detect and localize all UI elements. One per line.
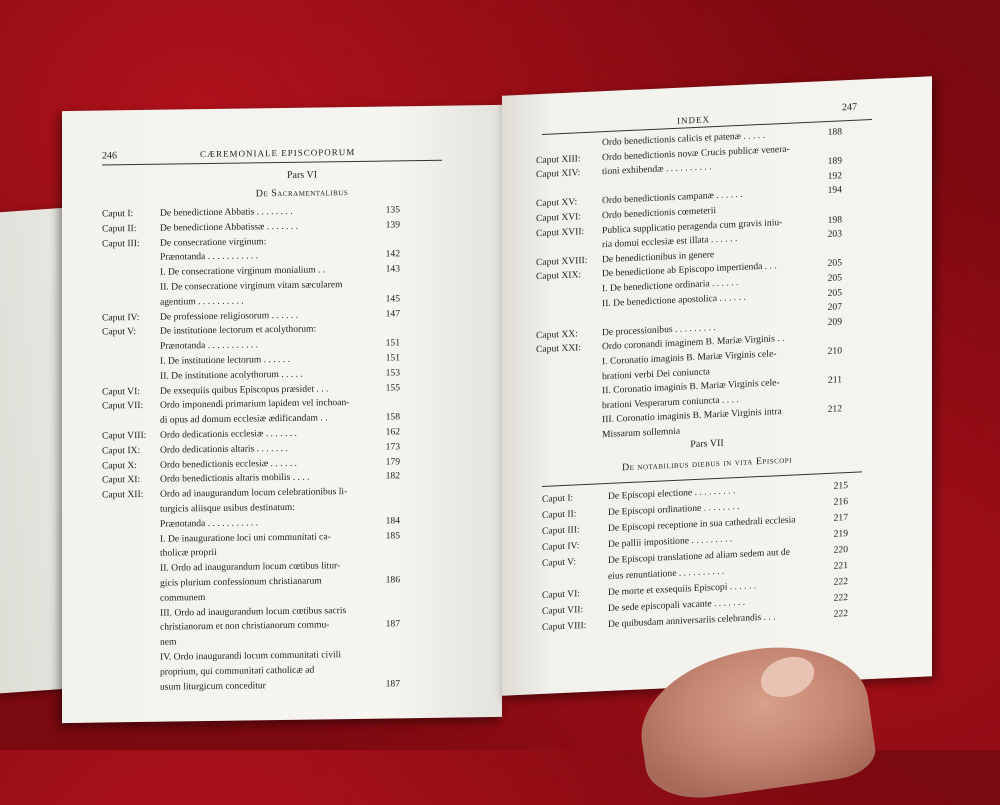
page-ref — [816, 243, 842, 244]
entry-title: De sede episcopali vacante . . . . . . . — [608, 597, 745, 614]
entry-title: I. De institutione lectorum . . . . . . — [160, 354, 290, 367]
entry-title: usum liturgicum conceditur — [160, 680, 266, 692]
page-ref: 198 — [816, 214, 842, 226]
entry-title: De Episcopi translatione ad aliam sedem aut de — [608, 547, 790, 566]
toc-row — [102, 293, 412, 297]
page-ref — [816, 331, 842, 332]
toc-row — [102, 337, 412, 341]
chapter-label: Caput XI: — [102, 474, 140, 486]
page-ref: 217 — [822, 512, 848, 524]
page-ref: 139 — [374, 219, 400, 230]
entry-title: christianorum et non christianorum commu- — [160, 620, 329, 633]
page-ref: 151 — [374, 338, 400, 349]
toc-row — [102, 456, 412, 460]
entry-title: II. De consecratione virginum vitam sæcularem — [160, 279, 343, 293]
chapter-label: Caput VII: — [542, 604, 583, 617]
left-head-rule — [102, 160, 442, 166]
chapter-label: Caput X: — [102, 460, 137, 471]
page-ref: 147 — [374, 308, 400, 319]
entry-title: Ordo benedictionis novæ Crucis publicæ venera- — [602, 143, 790, 163]
entry-title: De pallii impositione . . . . . . . . . — [608, 533, 732, 550]
entry-title: De exsequiis quibus Episcopus præsidet . . . — [160, 383, 328, 396]
entry-title: brationi verbi Dei coniuncta — [602, 366, 710, 382]
toc-row — [102, 589, 412, 593]
entry-title: II. Ordo ad inaugurandum locum cœtibus litur- — [160, 560, 340, 574]
chapter-label: Caput XIV: — [536, 167, 580, 180]
page-ref: 211 — [816, 375, 842, 387]
page-ref: 182 — [374, 471, 400, 482]
toc-row — [102, 678, 412, 682]
page-ref: 187 — [374, 619, 400, 630]
left-running-head: CÆREMONIALE EPISCOPORUM — [200, 147, 355, 159]
toc-row — [542, 544, 852, 558]
toc-row — [542, 512, 852, 526]
toc-row — [102, 663, 412, 667]
chapter-label: Caput IX: — [102, 445, 140, 457]
entry-title: Ordo benedictionis campanæ . . . . . . — [602, 189, 743, 206]
page-ref: 135 — [374, 204, 400, 215]
toc-row — [102, 648, 412, 652]
right-part-heading: Pars VII — [492, 429, 922, 460]
entry-title: I. Coronatio imaginis B. Mariæ Virginis cele- — [602, 348, 776, 367]
page-ref: 212 — [816, 404, 842, 416]
toc-row — [102, 604, 412, 608]
entry-title: tholicæ proprii — [160, 547, 217, 559]
toc-row — [102, 426, 412, 430]
entry-title: nem — [160, 637, 177, 648]
toc-row — [102, 367, 412, 371]
entry-title: Prænotanda . . . . . . . . . . . — [160, 251, 258, 263]
chapter-label: Caput IV: — [102, 312, 139, 324]
entry-title: Ordo benedictionis calicis et patenæ . . . . . — [602, 130, 765, 148]
toc-row — [536, 185, 846, 199]
entry-title: De quibusdam anniversariis celebrandis . . . — [608, 611, 776, 630]
entry-title: Prænotanda . . . . . . . . . . . — [160, 340, 258, 352]
toc-row — [542, 496, 852, 510]
chapter-label: Caput XIX: — [536, 270, 581, 283]
entry-title: eius renuntiatione . . . . . . . . . . — [608, 566, 724, 582]
entry-title: brationi Vesperarum coniuncta . . . . — [602, 394, 739, 411]
page-ref: 179 — [374, 456, 400, 467]
page-ref: 188 — [816, 126, 842, 138]
chapter-label: Caput XIII: — [536, 153, 581, 166]
toc-row — [542, 576, 852, 590]
entry-title: De Episcopi ordinatione . . . . . . . . — [608, 501, 740, 518]
entry-title: Ordo coronandi imaginem B. Mariæ Virginis . . — [602, 333, 784, 352]
page-ref: 222 — [822, 592, 848, 604]
entry-title: De consecratione virginum: — [160, 236, 266, 248]
toc-row — [102, 263, 412, 267]
left-page-number: 246 — [102, 150, 117, 161]
toc-row — [102, 397, 412, 401]
chapter-label: Caput XX: — [536, 328, 578, 341]
page-ref: 143 — [374, 264, 400, 275]
chapter-label: Caput XVIII: — [536, 255, 587, 268]
page-ref: 203 — [816, 229, 842, 241]
page-ref: 210 — [816, 345, 842, 357]
chapter-label: Caput VIII: — [102, 430, 146, 442]
entry-title: De benedictione Abbatis . . . . . . . . — [160, 206, 293, 219]
toc-row — [102, 234, 412, 238]
page-ref: 194 — [816, 185, 842, 197]
chapter-label: Caput V: — [542, 556, 576, 569]
page-ref: 153 — [374, 367, 400, 378]
entry-title: turgicis aliisque usibus destinatum: — [160, 502, 295, 515]
entry-title: di opus ad domum ecclesiæ ædificandam . . — [160, 413, 328, 426]
page-ref: 151 — [374, 352, 400, 363]
right-page — [502, 76, 932, 696]
left-toc-list — [62, 105, 502, 111]
right-section-heading: De notabilibus diebus in vita Episcopi — [492, 449, 922, 480]
entry-title: III. Coronatio imaginis B. Mariæ Virginis intra — [602, 406, 782, 425]
entry-title: De institutione lectorum et acolythorum: — [160, 324, 316, 337]
toc-row — [542, 608, 852, 622]
toc-row — [536, 126, 846, 140]
chapter-label: Caput XV: — [536, 197, 577, 210]
toc-row — [102, 352, 412, 356]
chapter-label: Caput I: — [542, 493, 573, 505]
toc-row — [536, 316, 846, 330]
page-ref: 158 — [374, 412, 400, 423]
toc-row — [102, 411, 412, 415]
entry-title: Missarum sollemnia — [602, 426, 680, 441]
left-section-heading: De Sacramentalibus — [82, 185, 522, 202]
page-ref: 209 — [816, 316, 842, 328]
page-ref: 205 — [816, 287, 842, 299]
toc-row — [102, 619, 412, 623]
entry-title: I. De consecratione virginum monialium . . — [160, 265, 325, 278]
page-ref: 221 — [822, 560, 848, 572]
page-ref: 145 — [374, 293, 400, 304]
chapter-label: Caput II: — [102, 223, 136, 234]
toc-row — [102, 515, 412, 519]
page-ref: 186 — [374, 574, 400, 585]
entry-title: Ordo benedictionis ecclesiæ . . . . . . — [160, 457, 297, 470]
entry-title: De professione religiosorum . . . . . . — [160, 309, 298, 322]
entry-title: proprium, qui communitati catholicæ ad — [160, 664, 314, 677]
chapter-label: Caput IV: — [542, 540, 579, 553]
toc-row — [102, 633, 412, 637]
page-ref: 222 — [822, 608, 848, 620]
chapter-label: Caput VII: — [102, 400, 143, 412]
entry-title: II. De institutione acolythorum . . . . . — [160, 369, 303, 382]
entry-title: II. Coronatio imaginis B. Mariæ Virginis cele- — [602, 377, 780, 396]
page-ref — [816, 418, 842, 419]
page-ref — [816, 141, 842, 142]
chapter-label: Caput XVII: — [536, 226, 584, 239]
entry-title: III. Ordo ad inaugurandum locum cœtibus sacris — [160, 605, 346, 619]
left-page — [62, 105, 502, 723]
page-ref: 142 — [374, 249, 400, 260]
chapter-label: Caput VI: — [102, 386, 140, 398]
entry-title: ria domui ecclesiæ est illata . . . . . . — [602, 233, 737, 250]
toc-row — [102, 249, 412, 253]
page-ref: 192 — [816, 170, 842, 182]
page-ref: 185 — [374, 530, 400, 541]
chapter-label: Caput III: — [102, 238, 140, 250]
page-ref — [816, 389, 842, 390]
page-ref: 189 — [816, 156, 842, 168]
entry-title: Ordo imponendi primarium lapidem vel inchoan- — [160, 397, 349, 411]
page-ref — [816, 360, 842, 361]
toc-row — [102, 559, 412, 563]
chapter-label: Caput VIII: — [542, 620, 586, 633]
chapter-label: Caput XII: — [102, 489, 143, 501]
chapter-label: Caput II: — [542, 508, 576, 521]
page-ref: 222 — [822, 576, 848, 588]
chapter-label: Caput XXI: — [536, 343, 581, 356]
page-ref: 184 — [374, 515, 400, 526]
entry-title: I. De inauguratione loci uni communitati ca- — [160, 531, 331, 544]
page-ref: 207 — [816, 302, 842, 314]
page-ref: 205 — [816, 272, 842, 284]
toc-row — [102, 382, 412, 386]
toc-row — [542, 592, 852, 606]
toc-row — [102, 278, 412, 282]
toc-row — [102, 441, 412, 445]
page-ref: 205 — [816, 258, 842, 270]
page-ref: 187 — [374, 678, 400, 689]
toc-row — [542, 480, 852, 494]
entry-title: gicis plurium confessionum christianarum — [160, 575, 322, 588]
entry-title: Ordo ad inaugurandum locum celebrationibus li- — [160, 486, 347, 500]
entry-title: De morte et exsequiis Episcopi . . . . . . — [608, 580, 756, 598]
entry-title: De processionibus . . . . . . . . . — [602, 322, 716, 338]
page-ref: 173 — [374, 441, 400, 452]
entry-title: De Episcopi receptione in sua cathedrali ecclesia — [608, 514, 796, 534]
toc-row — [102, 574, 412, 578]
page-ref — [816, 199, 842, 200]
toc-row — [102, 308, 412, 312]
entry-title: II. De benedictione apostolica . . . . . . — [602, 291, 746, 309]
entry-title: I. De benedictione ordinaria . . . . . . — [602, 277, 738, 294]
chapter-label: Caput III: — [542, 524, 580, 537]
chapter-label: Caput I: — [102, 208, 133, 219]
entry-title: De benedictione ab Episcopo impertienda . . . — [602, 261, 777, 280]
entry-title: agentium . . . . . . . . . . — [160, 295, 244, 307]
page-ref: 215 — [822, 480, 848, 492]
entry-title: tioni exhibendæ . . . . . . . . . . — [602, 161, 712, 177]
page-ref: 216 — [822, 496, 848, 508]
entry-title: Ordo dedicationis ecclesiæ . . . . . . . — [160, 428, 297, 441]
entry-title: De benedictionibus in genere — [602, 249, 714, 265]
chapter-label: Caput VI: — [542, 588, 580, 601]
right-page-number: 247 — [842, 102, 857, 114]
toc-row — [542, 528, 852, 542]
right-toc-list-b — [502, 76, 932, 96]
page-ref: 155 — [374, 382, 400, 393]
entry-title: De Episcopi electione . . . . . . . . . — [608, 485, 735, 502]
page-ref: 162 — [374, 426, 400, 437]
page-ref: 219 — [822, 528, 848, 540]
entry-title: IV. Ordo inaugurandi locum communitati civili — [160, 649, 341, 663]
entry-title: De benedictione Abbatissæ . . . . . . . — [160, 221, 298, 234]
toc-row — [102, 485, 412, 489]
toc-row — [102, 323, 412, 327]
chapter-label: Caput XVI: — [536, 211, 581, 224]
entry-title: communem — [160, 592, 205, 604]
entry-title: Prænotanda . . . . . . . . . . . — [160, 517, 258, 529]
right-running-head: INDEX — [677, 114, 710, 125]
entry-title: Ordo benedictionis altaris mobilis . . . . — [160, 472, 309, 485]
page-ref: 220 — [822, 544, 848, 556]
entry-title: Ordo benedictionis cœmeterii — [602, 205, 716, 221]
toc-row — [102, 545, 412, 549]
entry-title: Ordo dedicationis altaris . . . . . . . — [160, 443, 288, 456]
toc-row — [102, 219, 412, 223]
chapter-label: Caput V: — [102, 326, 136, 337]
entry-title: Publica supplicatio peragenda cum gravis iniu- — [602, 217, 782, 236]
toc-row — [102, 204, 412, 208]
right-toc-list-a — [502, 76, 932, 96]
toc-row — [102, 530, 412, 534]
toc-row — [542, 560, 852, 574]
toc-row — [102, 500, 412, 504]
toc-row — [102, 471, 412, 475]
left-part-heading: Pars VI — [82, 167, 522, 184]
